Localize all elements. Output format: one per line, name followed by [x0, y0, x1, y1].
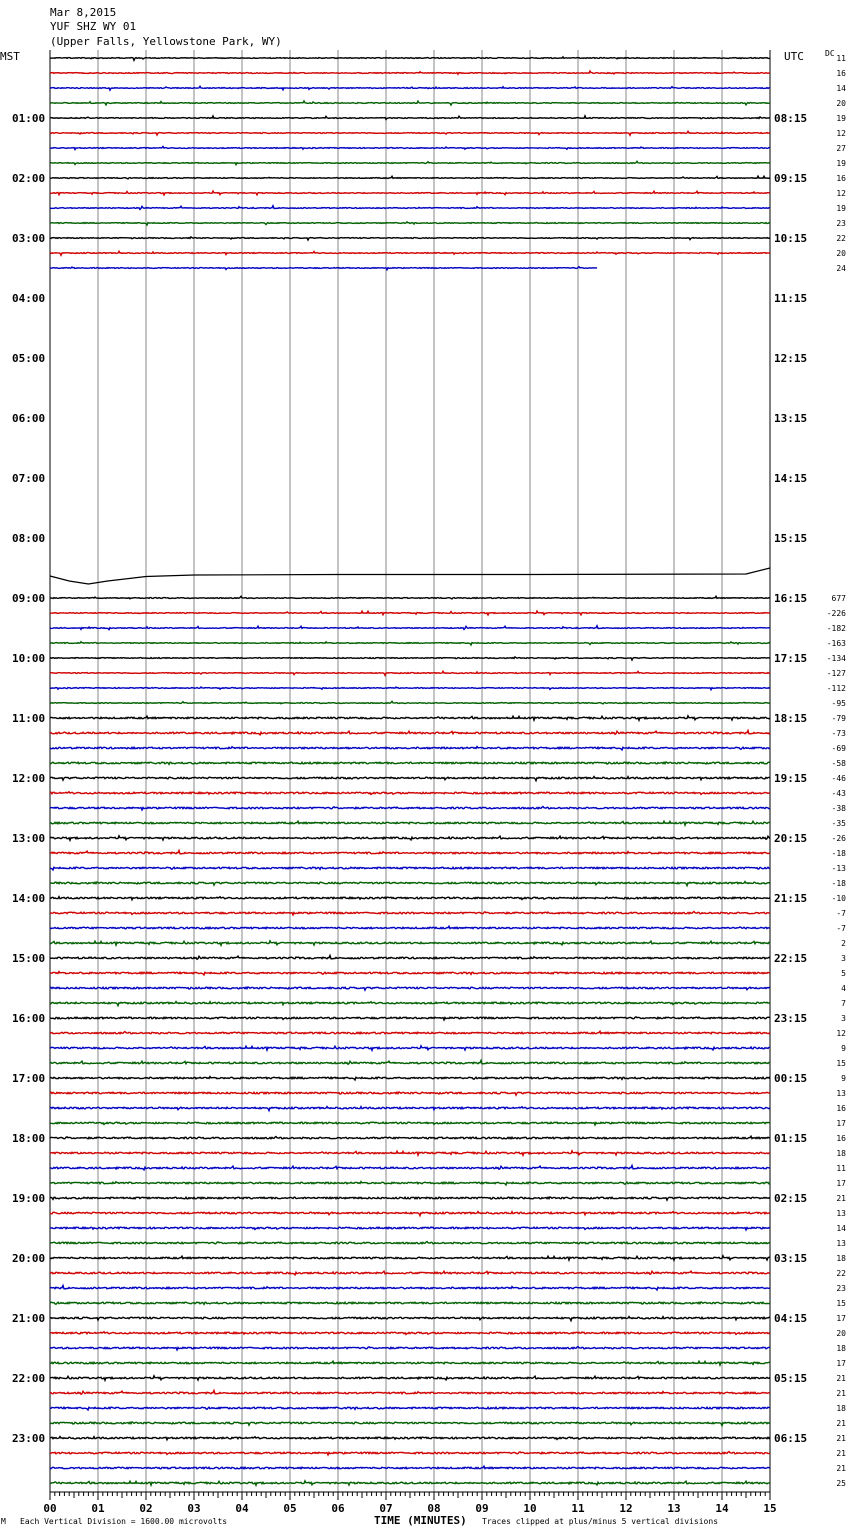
dc-offset-label: -69	[831, 744, 846, 753]
trace-line	[50, 972, 770, 975]
dc-offset-label: -73	[831, 729, 846, 738]
hour-label-utc: 21:15	[774, 892, 808, 905]
trace-line	[50, 821, 770, 825]
hour-label-utc: 23:15	[774, 1012, 808, 1025]
trace-line	[50, 1227, 770, 1230]
hour-label-local: 22:00	[12, 1372, 46, 1385]
trace-line	[50, 1002, 770, 1006]
hour-label-local: 02:00	[12, 172, 46, 185]
dc-offset-label: 23	[836, 219, 846, 228]
trace-line	[50, 191, 770, 195]
hour-label-utc: 10:15	[774, 232, 808, 245]
hour-label-local: 06:00	[12, 412, 46, 425]
clip-note: Traces clipped at plus/minus 5 vertical divisions	[482, 1517, 719, 1526]
trace-line	[50, 1166, 770, 1170]
dc-offset-label: -95	[831, 699, 846, 708]
trace-line	[50, 926, 770, 929]
dc-offset-label: 18	[836, 1149, 846, 1158]
trace-line	[50, 1347, 770, 1350]
dc-offset-label: 12	[836, 129, 846, 138]
trace-line	[50, 626, 770, 630]
x-tick-label: 12	[619, 1502, 633, 1515]
trace-line	[50, 1317, 770, 1321]
trace-line	[50, 657, 770, 660]
hour-label-utc: 09:15	[774, 172, 808, 185]
hour-label-local: 14:00	[12, 892, 46, 905]
dc-offset-label: 17	[836, 1179, 846, 1188]
hour-label-local: 18:00	[12, 1132, 46, 1145]
hour-label-utc: 12:15	[774, 352, 808, 365]
left-zone-label: MST	[0, 50, 20, 63]
hour-label-utc: 00:15	[774, 1072, 808, 1085]
dc-label: DC	[825, 49, 835, 58]
hour-label-local: 23:00	[12, 1432, 46, 1445]
trace-line	[50, 206, 770, 210]
trace-line	[50, 1212, 770, 1216]
hour-label-utc: 16:15	[774, 592, 808, 605]
dc-offset-label: -7	[836, 924, 846, 933]
header-station: YUF SHZ WY 01	[50, 20, 137, 33]
dc-offset-label: 5	[841, 969, 846, 978]
trace-line	[50, 222, 770, 225]
trace-line	[50, 716, 770, 721]
dc-offset-label: 18	[836, 1404, 846, 1413]
x-tick-label: 11	[571, 1502, 585, 1515]
dc-offset-label: 3	[841, 954, 846, 963]
dc-offset-label: -43	[831, 789, 846, 798]
dc-offset-label: 16	[836, 174, 846, 183]
trace-line	[50, 71, 770, 74]
trace-line	[50, 86, 770, 90]
dc-offset-label: 11	[836, 54, 846, 63]
trace-line	[50, 1271, 770, 1275]
dc-offset-label: 20	[836, 249, 846, 258]
hour-label-utc: 06:15	[774, 1432, 808, 1445]
trace-line	[50, 642, 770, 645]
dc-offset-label: -7	[836, 909, 846, 918]
hour-label-local: 10:00	[12, 652, 46, 665]
hour-label-utc: 17:15	[774, 652, 808, 665]
hour-label-local: 21:00	[12, 1312, 46, 1325]
dc-offset-label: 21	[836, 1449, 846, 1458]
trace-line	[50, 131, 770, 135]
trace-line	[50, 1031, 770, 1034]
dc-offset-label: 11	[836, 1164, 846, 1173]
trace-line	[50, 792, 770, 795]
dc-offset-label: 22	[836, 1269, 846, 1278]
trace-line	[50, 1481, 770, 1486]
dc-offset-label: 19	[836, 159, 846, 168]
right-zone-label: UTC	[784, 50, 804, 63]
dc-offset-label: 13	[836, 1239, 846, 1248]
trace-line	[50, 747, 770, 750]
trace-line	[50, 176, 770, 179]
trace-line	[50, 956, 770, 960]
trace-line	[50, 671, 770, 675]
trace-line	[50, 1046, 770, 1051]
trace-line	[50, 1197, 770, 1200]
trace-line	[50, 251, 770, 255]
hour-label-local: 01:00	[12, 112, 46, 125]
hour-label-local: 12:00	[12, 772, 46, 785]
dc-offset-label: 14	[836, 1224, 846, 1233]
trace-line	[50, 1391, 770, 1395]
dc-offset-label: 16	[836, 69, 846, 78]
hour-label-utc: 03:15	[774, 1252, 808, 1265]
corner-mark: M	[1, 1517, 6, 1526]
x-tick-label: 03	[187, 1502, 201, 1515]
dc-offset-label: -13	[831, 864, 846, 873]
trace-line	[50, 807, 770, 810]
dc-offset-label: 20	[836, 1329, 846, 1338]
dc-offset-label: 16	[836, 1104, 846, 1113]
trace-line	[50, 596, 770, 599]
trace-line	[50, 897, 770, 900]
trace-line	[50, 1182, 770, 1185]
dc-offset-label: 15	[836, 1299, 846, 1308]
trace-line	[50, 1151, 770, 1156]
dc-offset-label: 677	[831, 594, 846, 603]
trace-line	[50, 867, 770, 870]
trace-line	[50, 611, 770, 615]
trace-line	[50, 701, 770, 704]
dc-offset-label: 15	[836, 1059, 846, 1068]
x-tick-label: 02	[139, 1502, 153, 1515]
trace-line	[50, 57, 770, 61]
dc-offset-label: 17	[836, 1119, 846, 1128]
dc-offset-label: -46	[831, 774, 846, 783]
dc-offset-label: 21	[836, 1419, 846, 1428]
dc-offset-label: 17	[836, 1314, 846, 1323]
dc-offset-label: -226	[826, 609, 846, 618]
dc-offset-label: -38	[831, 804, 846, 813]
trace-line	[50, 1286, 770, 1291]
hour-label-local: 17:00	[12, 1072, 46, 1085]
trace-line	[50, 1136, 770, 1139]
hour-label-local: 20:00	[12, 1252, 46, 1265]
hour-label-local: 05:00	[12, 352, 46, 365]
x-tick-label: 13	[667, 1502, 681, 1515]
trace-layer	[50, 57, 770, 1485]
hour-label-local: 13:00	[12, 832, 46, 845]
header-date: Mar 8,2015	[50, 6, 117, 19]
dc-offset-label: 16	[836, 1134, 846, 1143]
trace-line	[50, 1122, 770, 1125]
dc-offset-label: 12	[836, 189, 846, 198]
dc-offset-label: -127	[826, 669, 846, 678]
trace-line	[50, 568, 770, 584]
dc-offset-label: 7	[841, 999, 846, 1008]
trace-line	[50, 1092, 770, 1095]
x-tick-label: 05	[283, 1502, 297, 1515]
dc-offset-label: 23	[836, 1284, 846, 1293]
dc-offset-label: 2	[841, 939, 846, 948]
x-tick-label: 14	[715, 1502, 729, 1515]
trace-line	[50, 1332, 770, 1335]
dc-offset-label: 25	[836, 1479, 846, 1488]
trace-line	[50, 687, 770, 690]
trace-line	[50, 1256, 770, 1261]
hour-label-local: 07:00	[12, 472, 46, 485]
hour-label-utc: 14:15	[774, 472, 808, 485]
trace-line	[50, 116, 770, 120]
dc-offset-label: 21	[836, 1374, 846, 1383]
hour-label-utc: 11:15	[774, 292, 808, 305]
hour-label-utc: 04:15	[774, 1312, 808, 1325]
dc-offset-label: 17	[836, 1359, 846, 1368]
trace-line	[50, 731, 770, 735]
hour-label-local: 03:00	[12, 232, 46, 245]
dc-offset-label: -10	[831, 894, 846, 903]
trace-line	[50, 1376, 770, 1381]
dc-offset-label: -35	[831, 819, 846, 828]
trace-line	[50, 1422, 770, 1426]
header-location: (Upper Falls, Yellowstone Park, WY)	[50, 35, 282, 48]
dc-offset-label: 3	[841, 1014, 846, 1023]
hour-label-utc: 22:15	[774, 952, 808, 965]
trace-line	[50, 161, 770, 164]
dc-offset-label: -58	[831, 759, 846, 768]
hour-label-local: 16:00	[12, 1012, 46, 1025]
trace-line	[50, 941, 770, 946]
hour-label-local: 09:00	[12, 592, 46, 605]
hour-label-utc: 15:15	[774, 532, 808, 545]
x-tick-label: 10	[523, 1502, 537, 1515]
dc-offset-label: -134	[826, 654, 846, 663]
trace-line	[50, 1302, 770, 1304]
dc-offset-label: 27	[836, 144, 846, 153]
dc-offset-label: 14	[836, 84, 846, 93]
hour-label-local: 15:00	[12, 952, 46, 965]
x-tick-label: 06	[331, 1502, 345, 1515]
hour-label-utc: 05:15	[774, 1372, 808, 1385]
dc-offset-label: -26	[831, 834, 846, 843]
dc-offset-label: -79	[831, 714, 846, 723]
hour-label-utc: 20:15	[774, 832, 808, 845]
dc-offset-label: -182	[826, 624, 846, 633]
dc-offset-label: 21	[836, 1389, 846, 1398]
hour-label-utc: 01:15	[774, 1132, 808, 1145]
x-tick-label: 07	[379, 1502, 393, 1515]
trace-line	[50, 1437, 770, 1440]
scale-note: Each Vertical Division = 1600.00 microvolts	[20, 1517, 228, 1526]
hour-label-local: 08:00	[12, 532, 46, 545]
dc-offset-label: 22	[836, 234, 846, 243]
dc-offset-label: 9	[841, 1074, 846, 1083]
dc-offset-label: 20	[836, 99, 846, 108]
hour-label-utc: 18:15	[774, 712, 808, 725]
trace-line	[50, 762, 770, 764]
trace-line	[50, 1077, 770, 1080]
trace-line	[50, 851, 770, 854]
hour-label-utc: 08:15	[774, 112, 808, 125]
x-tick-label: 01	[91, 1502, 105, 1515]
hour-label-utc: 19:15	[774, 772, 808, 785]
trace-line	[50, 777, 770, 781]
hour-label-utc: 02:15	[774, 1192, 808, 1205]
x-tick-label: 15	[763, 1502, 777, 1515]
trace-line	[50, 1361, 770, 1365]
dc-offset-label: -112	[826, 684, 846, 693]
dc-offset-label: 19	[836, 204, 846, 213]
trace-line	[50, 1466, 770, 1469]
trace-line	[50, 1407, 770, 1410]
x-tick-label: 00	[43, 1502, 57, 1515]
dc-offset-label: 19	[836, 114, 846, 123]
trace-line	[50, 987, 770, 990]
dc-offset-label: -163	[826, 639, 846, 648]
trace-line	[50, 267, 597, 270]
trace-line	[50, 1107, 770, 1111]
dc-offset-label: 24	[836, 264, 846, 273]
dc-offset-label: 13	[836, 1089, 846, 1098]
trace-line	[50, 836, 770, 841]
hour-label-local: 11:00	[12, 712, 46, 725]
dc-offset-label: 18	[836, 1254, 846, 1263]
x-axis-label: TIME (MINUTES)	[374, 1514, 467, 1527]
x-tick-label: 09	[475, 1502, 489, 1515]
dc-offset-label: 21	[836, 1464, 846, 1473]
dc-offset-label: 4	[841, 984, 846, 993]
trace-line	[50, 101, 770, 105]
trace-line	[50, 882, 770, 886]
trace-line	[50, 1242, 770, 1244]
trace-line	[50, 1061, 770, 1065]
hour-label-local: 04:00	[12, 292, 46, 305]
dc-offset-label: 13	[836, 1209, 846, 1218]
trace-line	[50, 237, 770, 240]
trace-line	[50, 1452, 770, 1455]
x-tick-label: 04	[235, 1502, 249, 1515]
hour-label-utc: 13:15	[774, 412, 808, 425]
dc-offset-label: -18	[831, 879, 846, 888]
dc-offset-label: -18	[831, 849, 846, 858]
dc-offset-label: 12	[836, 1029, 846, 1038]
dc-offset-label: 21	[836, 1194, 846, 1203]
trace-line	[50, 1017, 770, 1020]
trace-line	[50, 146, 770, 149]
trace-line	[50, 912, 770, 915]
hour-label-local: 19:00	[12, 1192, 46, 1205]
dc-offset-label: 9	[841, 1044, 846, 1053]
x-tick-label: 08	[427, 1502, 441, 1515]
dc-offset-label: 18	[836, 1344, 846, 1353]
dc-offset-label: 21	[836, 1434, 846, 1443]
minute-grid	[43, 50, 776, 1515]
